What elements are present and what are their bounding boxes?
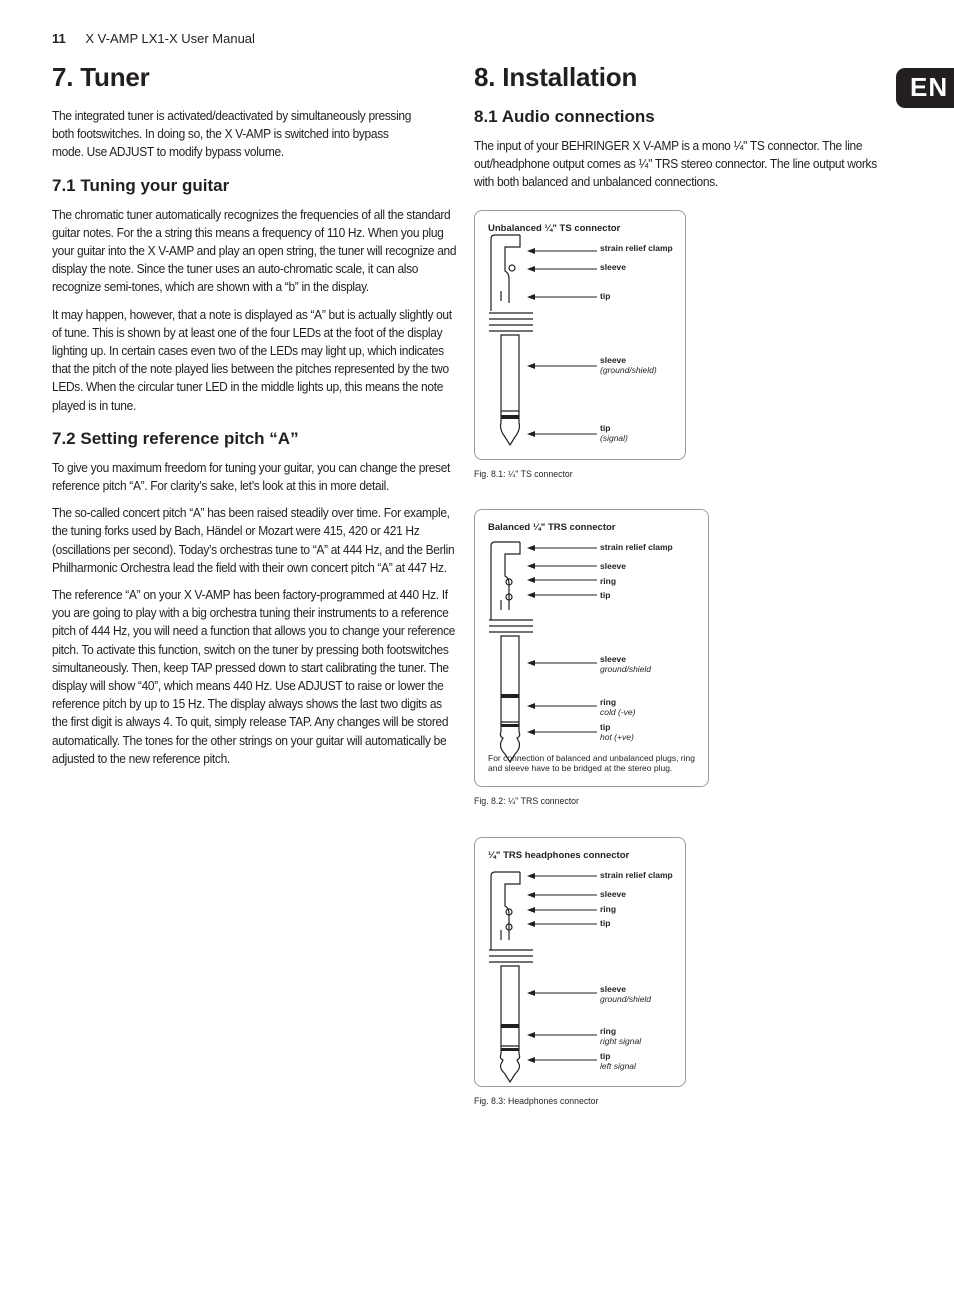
tuner-title: 7. Tuner [52,62,150,92]
trs-connector-figure [474,509,709,787]
reference-pitch-p2: The so-called concert pitch “A” has been raised steadily over time. For example, the tuning forks used by Bach, Händel or Mozart were 415, 420 or 421 Hz (oscillations per second). Today’s orchestras tune to “A” at 444 Hz, and the Berlin Philharmonic Orchestra lead the field with their own concert pitch “A” at 447 Hz. [52,505,455,575]
tuner-intro: The integrated tuner is activated/deactivated by simultaneously pressing both footswitches. In doing so, the X V-AMP is switched into bypass mode. Use ADJUST to modify bypass volume. [52,108,412,160]
label-strain-relief: strain relief clamp [600,542,673,552]
reference-pitch-heading: 7.2 Setting reference pitch “A” [52,428,299,448]
tuning-guitar-heading: 7.1 Tuning your guitar [52,175,230,195]
reference-pitch-p1: To give you maximum freedom for tuning your guitar, you can change the preset reference pitch “A”. For clarity’s sake, let’s look at this in more detail. [52,459,451,494]
label-sleeve-ground: sleeve (ground/shield) [600,355,657,375]
label-sleeve-ground: sleeve ground/shield [600,984,652,1004]
installation-section [474,62,879,201]
audio-connections-p1: The input of your BEHRINGER X V-AMP is a mono ¼" TS connector. The line out/headphone output comes as ¼" TRS stereo connector. The line output works with both balanced and unbalanced connections. [474,138,877,190]
figure-caption: Fig. 8.1: ¼" TS connector [474,469,573,480]
ts-connector-figure [474,210,686,460]
label-sleeve: sleeve [600,889,626,899]
figure-title: Balanced ¼" TRS connector [488,522,616,533]
label-ring: ring [600,576,617,586]
label-ring-right: ring right signal [600,1026,642,1046]
label-sleeve-ground: sleeve ground/shield [600,654,652,674]
tuning-guitar-p1: The chromatic tuner automatically recognizes the frequencies of all the standard guitar notes. For the a string this means a frequency of 110 Hz. When you plug your guitar into the X V-AMP and play an open string, the tuner will recognize and display the note. Since the tuner uses an auto-chromatic scale, it can also recognize semi-tones, which are shown with a “b” in the display. [52,206,457,295]
tuning-guitar-p2: It may happen, however, that a note is displayed as “A” but is actually slightly out of tune. This is shown by at least one of the four LEDs at the foot of the display lighting up. In certain cases even two of the LEDs may light up, which indicates that the pitch of the note played lies between the pitches represented by the two LEDs. When the circular tuner LED in the middle lights up, this means the note played is in tune. [52,306,452,413]
page-number: 11 [52,31,66,46]
installation-title: 8. Installation [474,62,638,92]
reference-pitch-p3: The reference “A” on your X V-AMP has been factory-programmed at 440 Hz. If you are going to play with a big orchestra tuning their instruments to a reference pitch of 444 Hz, you will need a function that allows you to change your reference pitch. To activate this function, switch on the tuner by pressing both footswitches simultaneously. Then, keep TAP pressed down to start calibrating the tuner. The display will show “40”, which means 440 Hz. Use ADJUST to raise or lower the reference pitch by up to 15 Hz. The display always shows the last two digits as the first digit is always 4. To quit, simply release TAP. Any changes will be stored automatically. The tones for the other strings on your guitar will automatically be adjusted to the new reference pitch. [52,587,456,766]
label-strain-relief: strain relief clamp [600,243,673,253]
tuner-section [52,62,457,777]
figure-title: ¼" TRS headphones connector [488,850,630,861]
label-tip-hot: tip hot (+ve) [600,722,634,742]
label-sleeve: sleeve [600,262,626,272]
audio-connections-heading: 8.1 Audio connections [474,107,655,126]
figure-caption: Fig. 8.3: Headphones connector [474,1096,599,1107]
label-tip-left: tip left signal [600,1051,636,1071]
figure-title: Unbalanced ¼" TS connector [488,223,621,234]
label-ring-cold: ring cold (-ve) [600,697,636,717]
label-tip-signal: tip (signal) [600,423,628,443]
label-sleeve: sleeve [600,561,626,571]
page-header [52,31,255,46]
label-ring: ring [600,904,617,914]
bridging-note: For connection of balanced and unbalanced plugs, ring and sleeve have to be bridged at the stereo plug. [488,753,695,773]
label-tip: tip [600,590,611,600]
label-tip: tip [600,918,611,928]
trs-plug-diagram [475,510,710,788]
label-tip: tip [600,291,611,301]
manual-title: X V-AMP LX1-X User Manual [85,31,255,46]
figure-caption: Fig. 8.2: ¼" TRS connector [474,796,579,807]
language-badge: EN [896,68,954,108]
label-strain-relief: strain relief clamp [600,870,673,880]
headphones-connector-figure [474,837,686,1087]
